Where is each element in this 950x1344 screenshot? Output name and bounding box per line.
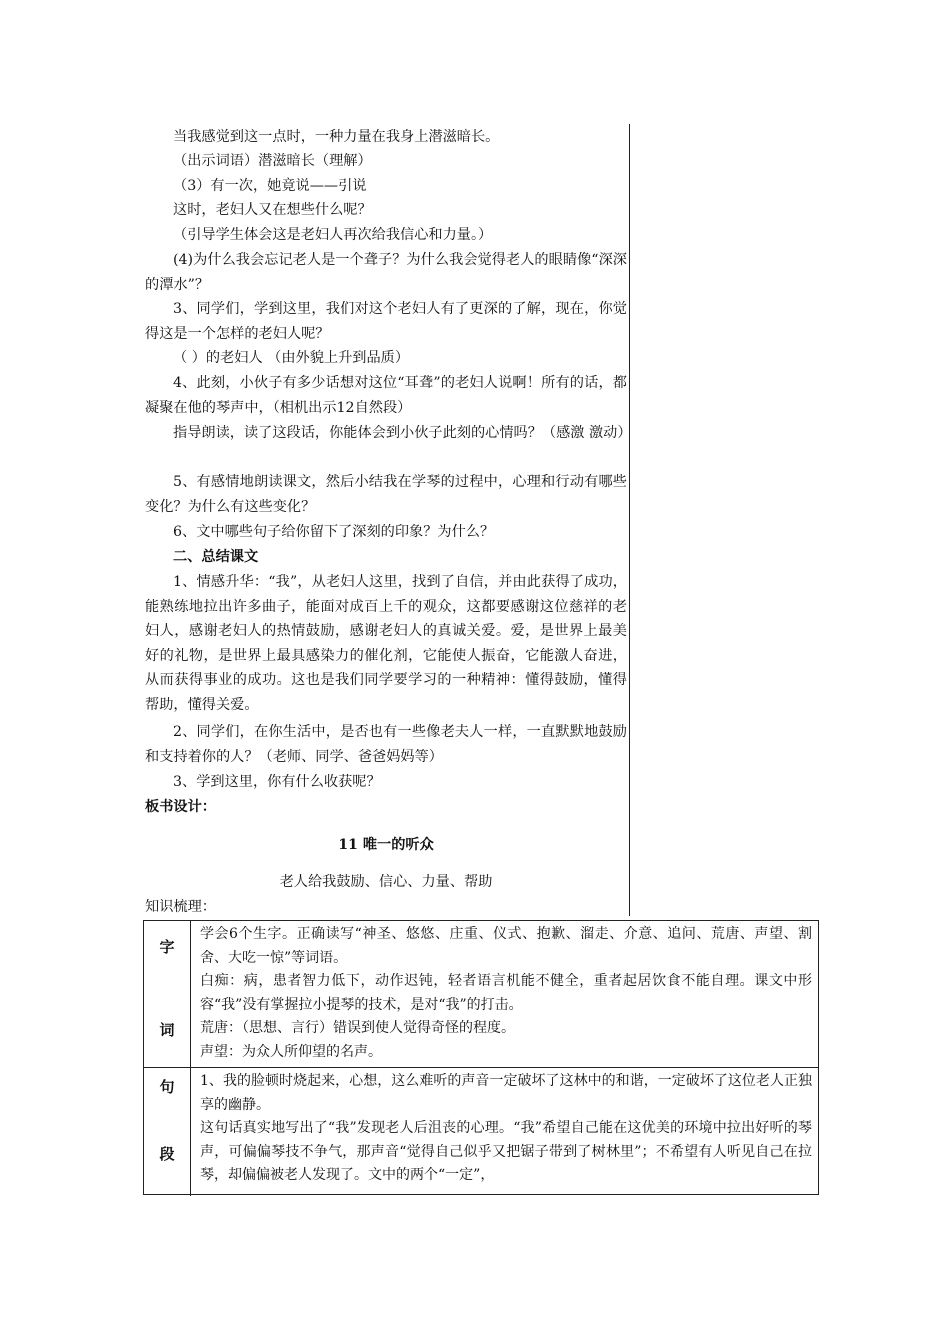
lesson-paragraph: 指导朗读，读了这段话，你能体会到小伙子此刻的心情吗？（感激 激动） — [173, 425, 632, 441]
lesson-paragraph: 5、有感情地朗读课文，然后小结我在学琴的过程中，心理和行动有哪些变化？为什么有这些变化？ — [145, 474, 627, 515]
lesson-paragraph: （引导学生体会这是老妇人再次给我信心和力量。） — [173, 227, 493, 243]
section-heading: 二、总结课文 — [173, 549, 259, 565]
summary-paragraph: 1、情感升华：“我”，从老妇人这里，找到了自信，并由此获得了成功，能熟练地拉出许多曲子，能面对成百上千的观众，这都要感谢这位慈祥的老妇人，感谢老妇人的热情鼓励，感谢老妇人的真诚关爱。爱，是世界上最美好的礼物，是世界上最具感染力的催化剂，它能使人振奋，它能激人奋进，从而获得事业的成功。这也是我们同学要学习的一种精神：懂得鼓励，懂得帮助，懂得关爱。 — [145, 574, 627, 713]
knowledge-table — [143, 920, 819, 1195]
column-divider-line — [629, 124, 630, 916]
lesson-paragraph: 4、此刻，小伙子有多少话想对这位“耳聋”的老妇人说啊！所有的话，都凝聚在他的琴声中，（相机出示12自然段） — [145, 375, 627, 416]
summary-paragraph: 3、学到这里，你有什么收获呢？ — [173, 774, 381, 790]
knowledge-label: 知识梳理： — [145, 899, 216, 915]
board-design-heading: 板书设计： — [145, 799, 216, 815]
vocab-label-cell — [144, 921, 191, 1067]
sentence-content — [200, 1070, 812, 1188]
lesson-paragraph: 当我感觉到这一点时，一种力量在我身上潜滋暗长。 — [173, 129, 500, 145]
lesson-paragraph: （3）有一次，她竟说——引说 — [173, 178, 367, 194]
lesson-paragraph: 6、文中哪些句子给你留下了深刻的印象？为什么？ — [173, 524, 495, 540]
sentence-line: 1、我的脸顿时烧起来，心想，这么难听的声音一定破坏了这林中的和谐，一定破坏了这位老人正独享的幽静。 — [200, 1073, 812, 1113]
vocab-content — [200, 923, 812, 1064]
vocab-label-top: 字 — [159, 938, 175, 956]
sentence-label-bottom: 段 — [159, 1145, 175, 1163]
board-line: 老人给我鼓励、信心、力量、帮助 — [279, 874, 493, 890]
lesson-paragraph: （出示词语）潜滋暗长（理解） — [173, 153, 372, 169]
sentence-line: 这句话真实地写出了“我”发现老人后沮丧的心理。“我”希望自己能在这优美的环境中拉出好听的琴声，可偏偏琴技不争气，那声音“觉得自己似乎又把锯子带到了树林里”；不希望有人听见自己在拉琴，却偏偏被老人发现了。文中的两个“一定”， — [200, 1120, 812, 1183]
lesson-paragraph: (4)为什么我会忘记老人是一个聋子？为什么我会觉得老人的眼睛像“深深的潭水”？ — [145, 252, 627, 293]
lesson-paragraph: （ ）的老妇人 （由外貌上升到品质） — [173, 350, 410, 366]
vocab-row — [144, 921, 818, 1067]
sentence-label-top: 句 — [159, 1078, 175, 1096]
vocab-line: 荒唐：（思想、言行）错误到使人觉得奇怪的程度。 — [200, 1020, 515, 1036]
board-title: 11 唯一的听众 — [338, 837, 434, 853]
sentence-row — [144, 1067, 818, 1196]
vocab-label-bottom: 词 — [159, 1021, 175, 1039]
lesson-paragraph: 3、同学们，学到这里，我们对这个老妇人有了更深的了解，现在，你觉得这是一个怎样的老妇人呢？ — [145, 301, 627, 342]
summary-paragraph: 2、同学们，在你生活中，是否也有一些像老夫人一样，一直默默地鼓励和支持着你的人？（老师、同学、爸爸妈妈等） — [145, 724, 627, 765]
lesson-paragraph: 这时，老妇人又在想些什么呢？ — [173, 202, 372, 218]
sentence-label-cell — [144, 1068, 191, 1196]
vocab-line: 白痴：病，患者智力低下，动作迟钝，轻者语言机能不健全，重者起居饮食不能自理。课文中形容“我”没有掌握拉小提琴的技术，是对“我”的打击。 — [200, 973, 812, 1013]
vocab-line: 声望：为众人所仰望的名声。 — [200, 1043, 382, 1060]
vocab-line: 学会6个生字。正确读写“神圣、悠悠、庄重、仪式、抱歉、溜走、介意、追问、荒唐、声望、割舍、大吃一惊”等词语。 — [200, 926, 812, 966]
